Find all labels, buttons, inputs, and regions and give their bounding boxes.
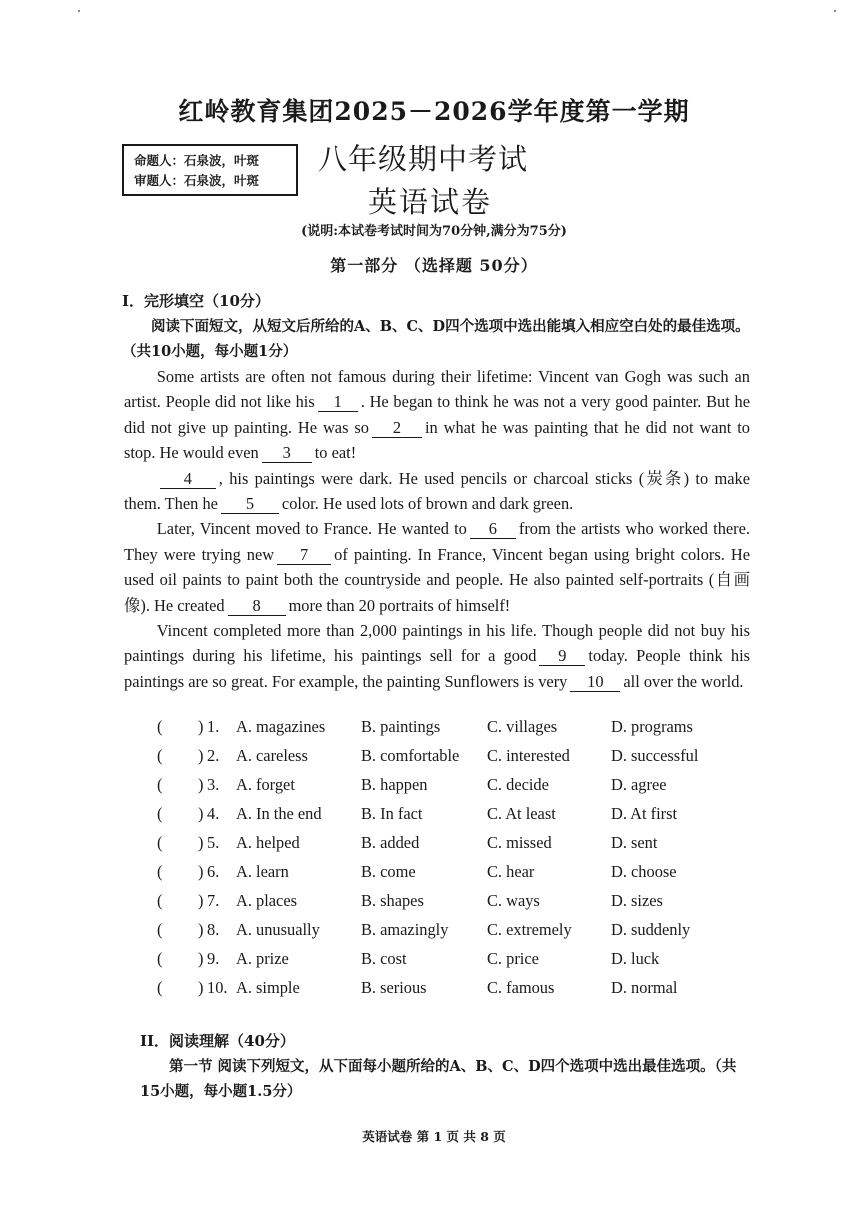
question-number: 7. (207, 891, 220, 910)
answer-paren-close: ) (198, 775, 204, 794)
option-a: A. unusually (236, 920, 320, 939)
question-row (0, 833, 868, 862)
question-row (0, 862, 868, 891)
answer-paren-open: ( (157, 920, 163, 939)
option-d: D. normal (611, 978, 678, 997)
option-a: A. forget (236, 775, 295, 794)
option-d: D. agree (611, 775, 667, 794)
option-b: B. added (361, 833, 420, 852)
option-d: D. luck (611, 949, 660, 968)
question-number: 4. (207, 804, 220, 823)
blank-10: 10 (570, 673, 620, 692)
option-c: C. famous (487, 978, 555, 997)
blank-4: 4 (160, 470, 216, 489)
answer-paren-open: ( (157, 804, 163, 823)
option-b: B. In fact (361, 804, 423, 823)
option-d: D. suddenly (611, 920, 691, 939)
option-c: C. hear (487, 862, 535, 881)
reading-instructions: 第一节 阅读下列短文，从下面每小题所给的A、B、C、D四个选项中选出最佳选项。（共15小题，每小题1.5分） (140, 1058, 737, 1100)
option-d: D. choose (611, 862, 677, 881)
answer-paren-close: ) (198, 804, 204, 823)
cloze-heading: I．完形填空（10分） (122, 292, 270, 310)
option-b: B. comfortable (361, 746, 460, 765)
option-c: C. price (487, 949, 539, 968)
passage-paragraph: Some artists are often not famous during their lifetime: Vincent van Gogh was such an artist. People did not like his 1 . He began to think he was not a very good painter. But he did not give up painting. He was so 2 in what he was painting that he did not want to stop. He would even 3 to eat! (124, 367, 751, 463)
option-a: A. learn (236, 862, 289, 881)
option-a: A. helped (236, 833, 300, 852)
question-row (0, 891, 868, 920)
cloze-passage (124, 364, 750, 694)
answer-paren-open: ( (157, 746, 163, 765)
scan-speck (78, 10, 80, 12)
blank-5: 5 (221, 495, 279, 514)
option-c: C. interested (487, 746, 570, 765)
option-a: A. simple (236, 978, 300, 997)
question-number: 10. (207, 978, 228, 997)
option-b: B. cost (361, 949, 407, 968)
option-a: A. magazines (236, 717, 326, 736)
question-number: 8. (207, 920, 220, 939)
answer-paren-close: ) (198, 891, 204, 910)
blank-3: 3 (262, 444, 312, 463)
answer-paren-close: ) (198, 833, 204, 852)
option-c: C. decide (487, 775, 549, 794)
option-d: D. sizes (611, 891, 663, 910)
blank-6: 6 (470, 520, 516, 539)
exam-subtitle: 英语试卷 (368, 185, 493, 219)
school-title: 红岭教育集团2025－2026学年度第一学期 (178, 97, 690, 126)
question-row (0, 746, 868, 775)
question-number: 3. (207, 775, 220, 794)
blank-8: 8 (228, 597, 286, 616)
passage-paragraph: Vincent completed more than 2,000 paintings in his life. Though people did not buy his paintings during his lifetime, his paintings sell for a good 9 today. People think his paintings are so great. For example, the painting Sunflowers is very 10 all over the world. (124, 621, 751, 691)
blank-9: 9 (539, 647, 585, 666)
question-number: 5. (207, 833, 220, 852)
option-b: B. shapes (361, 891, 424, 910)
option-b: B. amazingly (361, 920, 449, 939)
part-heading: 第一部分 （选择题 50分） (330, 256, 538, 275)
exam-title: 八年级期中考试 (318, 142, 529, 176)
answer-paren-open: ( (157, 775, 163, 794)
option-b: B. happen (361, 775, 428, 794)
answer-paren-close: ) (198, 717, 204, 736)
question-number: 2. (207, 746, 220, 765)
blank-7: 7 (277, 546, 331, 565)
option-c: C. At least (487, 804, 556, 823)
setter-line: 命题人：石泉波，叶斑 (134, 153, 260, 168)
answer-paren-close: ) (198, 862, 204, 881)
option-c: C. missed (487, 833, 552, 852)
option-d: D. successful (611, 746, 699, 765)
option-d: D. programs (611, 717, 693, 736)
question-row (0, 804, 868, 833)
option-b: B. come (361, 862, 416, 881)
question-row (0, 920, 868, 949)
answer-paren-close: ) (198, 949, 204, 968)
question-row (0, 717, 868, 746)
option-a: A. In the end (236, 804, 322, 823)
answer-paren-open: ( (157, 978, 163, 997)
answer-paren-open: ( (157, 862, 163, 881)
option-c: C. extremely (487, 920, 572, 939)
option-b: B. paintings (361, 717, 441, 736)
answer-paren-close: ) (198, 746, 204, 765)
answer-paren-open: ( (157, 891, 163, 910)
answer-paren-open: ( (157, 717, 163, 736)
answer-paren-close: ) (198, 978, 204, 997)
option-a: A. prize (236, 949, 289, 968)
option-b: B. serious (361, 978, 427, 997)
blank-1: 1 (318, 393, 358, 412)
option-a: A. places (236, 891, 297, 910)
question-number: 9. (207, 949, 220, 968)
answer-paren-open: ( (157, 833, 163, 852)
reviewer-line: 审题人：石泉波，叶斑 (134, 173, 260, 188)
reading-heading: II．阅读理解（40分） (140, 1032, 295, 1050)
option-d: D. At first (611, 804, 678, 823)
question-row (0, 775, 868, 804)
question-number: 1. (207, 717, 220, 736)
setter-box (122, 144, 298, 196)
passage-paragraph: 4 , his paintings were dark. He used pencils or charcoal sticks (炭条) to make them. Then he 5 color. He used lots of brown and dark green. (124, 468, 750, 514)
option-c: C. villages (487, 717, 558, 736)
option-d: D. sent (611, 833, 658, 852)
option-a: A. careless (236, 746, 308, 765)
page-footer: 英语试卷 第 1 页 共 8 页 (362, 1129, 506, 1144)
question-row (0, 949, 868, 978)
passage-paragraph: Later, Vincent moved to France. He wanted to 6 from the artists who worked there. They were trying new 7 of painting. In France, Vincent began using bright colors. He used oil paints to paint both the countryside and people. He also painted self-portraits (自画像). He created 8 more than 20 portraits of himself! (124, 519, 751, 615)
question-number: 6. (207, 862, 220, 881)
scan-speck (834, 10, 836, 12)
blank-2: 2 (372, 419, 422, 438)
answer-paren-close: ) (198, 920, 204, 939)
cloze-instructions: 阅读下面短文，从短文后所给的A、B、C、D四个选项中选出能填入相应空白处的最佳选项。（共10小题，每小题1分） (122, 318, 750, 360)
question-row (0, 978, 868, 1007)
option-c: C. ways (487, 891, 540, 910)
exam-note: (说明:本试卷考试时间为70分钟,满分为75分) (301, 224, 567, 239)
answer-paren-open: ( (157, 949, 163, 968)
